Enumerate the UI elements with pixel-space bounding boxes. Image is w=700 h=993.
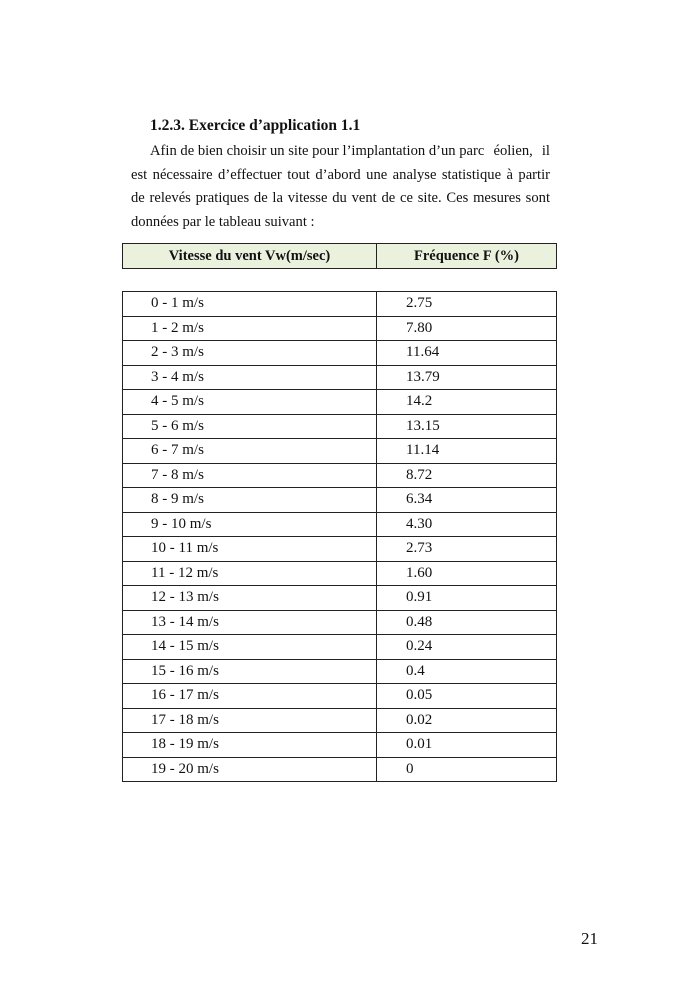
table-row [123,757,557,782]
cell-frequency: 6.34 [377,488,557,513]
cell-wind-speed: 1 - 2 m/s [123,316,377,341]
cell-wind-speed: 11 - 12 m/s [123,561,377,586]
cell-frequency: 11.64 [377,341,557,366]
cell-wind-speed: 17 - 18 m/s [123,708,377,733]
header-cell-wind-speed: Vitesse du vent Vw(m/sec) [123,244,377,269]
data-table [122,291,557,782]
cell-wind-speed: 13 - 14 m/s [123,610,377,635]
cell-wind-speed: 14 - 15 m/s [123,635,377,660]
cell-wind-speed: 0 - 1 m/s [123,292,377,317]
table-row [123,512,557,537]
table-row [123,488,557,513]
cell-wind-speed: 12 - 13 m/s [123,586,377,611]
cell-wind-speed: 9 - 10 m/s [123,512,377,537]
table-row [123,635,557,660]
table-row [123,292,557,317]
table-row [123,390,557,415]
paragraph-first-line: Afin de bien choisir un site pour l’implantation d’un parc [150,143,485,159]
cell-frequency: 0 [377,757,557,782]
table-row [123,414,557,439]
cell-wind-speed: 15 - 16 m/s [123,659,377,684]
header-cell-frequency: Fréquence F (%) [377,244,557,269]
cell-frequency: 13.79 [377,365,557,390]
cell-wind-speed: 6 - 7 m/s [123,439,377,464]
table-row [123,586,557,611]
table-row [123,439,557,464]
table-row [123,537,557,562]
table-row [123,708,557,733]
table-row [123,684,557,709]
table-row [123,733,557,758]
cell-wind-speed: 16 - 17 m/s [123,684,377,709]
cell-wind-speed: 3 - 4 m/s [123,365,377,390]
cell-wind-speed: 2 - 3 m/s [123,341,377,366]
page-number: 21 [581,929,598,948]
paragraph-rest: éolien, il est nécessaire d’effectuer tout d’abord une analyse statistique à partir de relevés pratiques de la vitesse du vent de ce site. Ces mesures sont données par le tableau suivant : [131,143,550,230]
cell-wind-speed: 10 - 11 m/s [123,537,377,562]
cell-wind-speed: 19 - 20 m/s [123,757,377,782]
cell-frequency: 0.05 [377,684,557,709]
cell-frequency: 1.60 [377,561,557,586]
cell-frequency: 7.80 [377,316,557,341]
cell-frequency: 2.75 [377,292,557,317]
table-row [123,659,557,684]
cell-frequency: 0.01 [377,733,557,758]
cell-frequency: 8.72 [377,463,557,488]
cell-frequency: 0.24 [377,635,557,660]
table-header-row [123,244,557,269]
cell-wind-speed: 18 - 19 m/s [123,733,377,758]
table-row [123,316,557,341]
data-table-body [123,292,557,782]
section-heading: 1.2.3. Exercice d’application 1.1 [150,117,361,134]
cell-wind-speed: 5 - 6 m/s [123,414,377,439]
cell-wind-speed: 8 - 9 m/s [123,488,377,513]
cell-frequency: 14.2 [377,390,557,415]
cell-frequency: 2.73 [377,537,557,562]
table-header [122,243,557,269]
cell-frequency: 4.30 [377,512,557,537]
table-row [123,341,557,366]
cell-frequency: 0.4 [377,659,557,684]
section-paragraph [131,140,550,234]
table-row [123,365,557,390]
table-row [123,561,557,586]
table-row [123,610,557,635]
cell-wind-speed: 4 - 5 m/s [123,390,377,415]
cell-wind-speed: 7 - 8 m/s [123,463,377,488]
cell-frequency: 0.48 [377,610,557,635]
cell-frequency: 0.02 [377,708,557,733]
table-row [123,463,557,488]
cell-frequency: 0.91 [377,586,557,611]
cell-frequency: 13.15 [377,414,557,439]
cell-frequency: 11.14 [377,439,557,464]
